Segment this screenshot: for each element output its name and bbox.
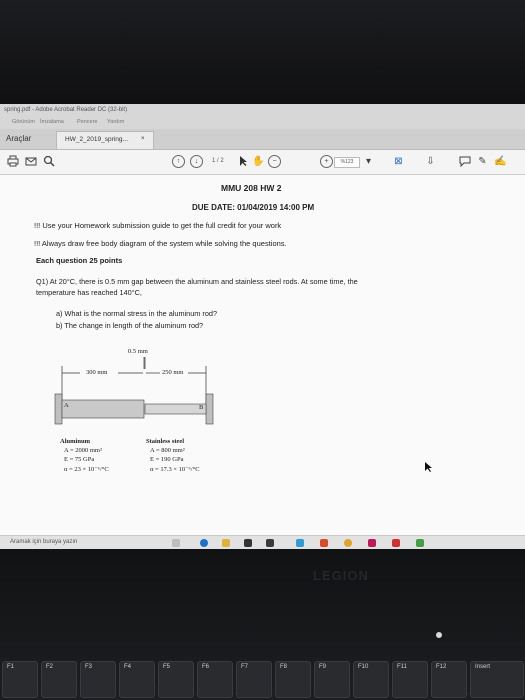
- key-f9-label: F9: [319, 664, 327, 670]
- comment-icon[interactable]: [458, 155, 471, 168]
- hand-tool-icon[interactable]: ✋: [252, 156, 265, 167]
- key-f12[interactable]: [431, 661, 467, 698]
- mail-icon[interactable]: [24, 155, 37, 168]
- question-1a: a) What is the normal stress in the aluminum rod?: [56, 309, 218, 318]
- search-icon[interactable]: [42, 155, 55, 168]
- menu-item-help[interactable]: Yardım: [107, 119, 125, 125]
- key-f12-label: F12: [436, 664, 447, 670]
- pdf-toolbar: [0, 150, 525, 175]
- key-insert-label: Insert: [475, 664, 491, 670]
- tab-tools[interactable]: Araçlar: [6, 134, 32, 143]
- sign-icon[interactable]: ✍: [494, 156, 507, 167]
- key-f6-label: F6: [202, 664, 210, 670]
- task-view-icon[interactable]: [172, 539, 180, 547]
- key-f2[interactable]: [41, 661, 77, 698]
- question-1b: b) The change in length of the aluminum rod?: [56, 321, 204, 330]
- aluminum-name: Aluminum: [60, 438, 90, 445]
- notice-fbd: !!! Always draw free body diagram of the system while solving the questions.: [34, 239, 287, 248]
- dropdown-chevron-icon[interactable]: ▾: [365, 156, 372, 167]
- laptop-screen: [0, 104, 525, 549]
- key-f1-label: F1: [7, 664, 15, 670]
- read-mode-icon[interactable]: ⇩: [426, 156, 435, 167]
- page-down-icon[interactable]: ↓: [190, 155, 203, 168]
- laptop-bezel-bottom: [0, 549, 525, 700]
- brand-logo: LEGION: [313, 568, 369, 583]
- tab-document[interactable]: [56, 131, 154, 149]
- rod-diagram: [0, 175, 525, 535]
- key-f3[interactable]: [80, 661, 116, 698]
- page-current[interactable]: 1: [212, 158, 216, 164]
- dimension-right: 250 mm: [162, 369, 184, 376]
- key-f4-label: F4: [124, 664, 132, 670]
- mail-app-icon[interactable]: [296, 539, 304, 547]
- fit-page-icon[interactable]: ⊠: [394, 156, 403, 167]
- function-key-row: [0, 661, 525, 700]
- zoom-out-icon[interactable]: −: [268, 155, 281, 168]
- menu-bar: [0, 117, 525, 129]
- mouse-cursor-icon: [424, 461, 434, 473]
- chrome-icon[interactable]: [344, 539, 352, 547]
- key-f7[interactable]: [236, 661, 272, 698]
- steel-name: Stainless steel: [146, 438, 185, 445]
- aluminum-alpha: α = 23 × 10⁻⁶/°C: [64, 466, 109, 473]
- key-f5-label: F5: [163, 664, 171, 670]
- key-f8[interactable]: [275, 661, 311, 698]
- music-icon[interactable]: [368, 539, 376, 547]
- key-f10[interactable]: [353, 661, 389, 698]
- due-date: DUE DATE: 01/04/2019 14:00 PM: [192, 203, 315, 212]
- notice-submission: !!! Use your Homework submission guide to get the full credit for your work: [34, 221, 282, 230]
- status-light: [436, 632, 442, 638]
- key-f3-label: F3: [85, 664, 93, 670]
- file-explorer-icon[interactable]: [222, 539, 230, 547]
- window-title: spring.pdf - Adobe Acrobat Reader DC (32-bit): [4, 107, 128, 113]
- close-icon[interactable]: ×: [141, 136, 145, 142]
- app-icon[interactable]: [416, 539, 424, 547]
- menu-item-window[interactable]: Pencere: [77, 119, 98, 125]
- windows-taskbar: [0, 535, 525, 549]
- tab-bar: [0, 129, 525, 150]
- support-a-label: A: [64, 402, 69, 409]
- steel-area: A = 800 mm²: [150, 447, 185, 454]
- page-indicator[interactable]: [212, 158, 224, 164]
- steel-modulus: E = 190 GPa: [150, 456, 184, 463]
- key-f5[interactable]: [158, 661, 194, 698]
- key-f11-label: F11: [397, 664, 407, 670]
- edge-icon[interactable]: [200, 539, 208, 547]
- key-f9[interactable]: [314, 661, 350, 698]
- pdf-page: [0, 175, 525, 535]
- support-b-label: B: [199, 404, 204, 411]
- steel-alpha: α = 17.3 × 10⁻⁶/°C: [150, 466, 200, 473]
- store-icon[interactable]: [244, 539, 252, 547]
- menu-item-sign[interactable]: İmzalama: [40, 119, 64, 125]
- gap-label: 0.5 mm: [128, 348, 148, 355]
- laptop-bezel-top: [0, 0, 525, 104]
- page-up-icon[interactable]: ↑: [172, 155, 185, 168]
- key-f11[interactable]: [392, 661, 428, 698]
- question-1-line-2: temperature has reached 140°C,: [36, 288, 142, 297]
- acrobat-icon[interactable]: [392, 539, 400, 547]
- aluminum-area: A = 2000 mm²: [64, 447, 102, 454]
- print-icon[interactable]: [6, 155, 19, 168]
- office-icon[interactable]: [320, 539, 328, 547]
- tab-document-label: HW_2_2019_spring...: [65, 136, 128, 143]
- select-arrow-icon[interactable]: [236, 155, 249, 168]
- zoom-in-icon[interactable]: +: [320, 155, 333, 168]
- key-f7-label: F7: [241, 664, 249, 670]
- key-insert[interactable]: [470, 661, 524, 698]
- key-f8-label: F8: [280, 664, 288, 670]
- points-note: Each question 25 points: [36, 256, 123, 265]
- pen-icon[interactable]: ✎: [478, 156, 487, 167]
- taskbar-search-input[interactable]: Aramak için buraya yazın: [10, 539, 78, 545]
- key-f4[interactable]: [119, 661, 155, 698]
- menu-item-view[interactable]: Görünüm: [12, 119, 35, 125]
- dimension-left: 300 mm: [86, 369, 108, 376]
- zoom-level[interactable]: %123: [334, 157, 360, 168]
- document-title: MMU 208 HW 2: [221, 183, 282, 193]
- key-f10-label: F10: [358, 664, 369, 670]
- rod-figure: [0, 175, 525, 535]
- aluminum-modulus: E = 75 GPa: [64, 456, 95, 463]
- question-1-line-1: Q1) At 20°C, there is 0.5 mm gap between the aluminum and stainless steel rods. At some time, the: [36, 277, 358, 286]
- page-total: / 2: [217, 158, 224, 164]
- security-icon[interactable]: [266, 539, 274, 547]
- key-f6[interactable]: [197, 661, 233, 698]
- key-f2-label: F2: [46, 664, 54, 670]
- window-titlebar[interactable]: [0, 104, 525, 118]
- key-f1[interactable]: [2, 661, 38, 698]
